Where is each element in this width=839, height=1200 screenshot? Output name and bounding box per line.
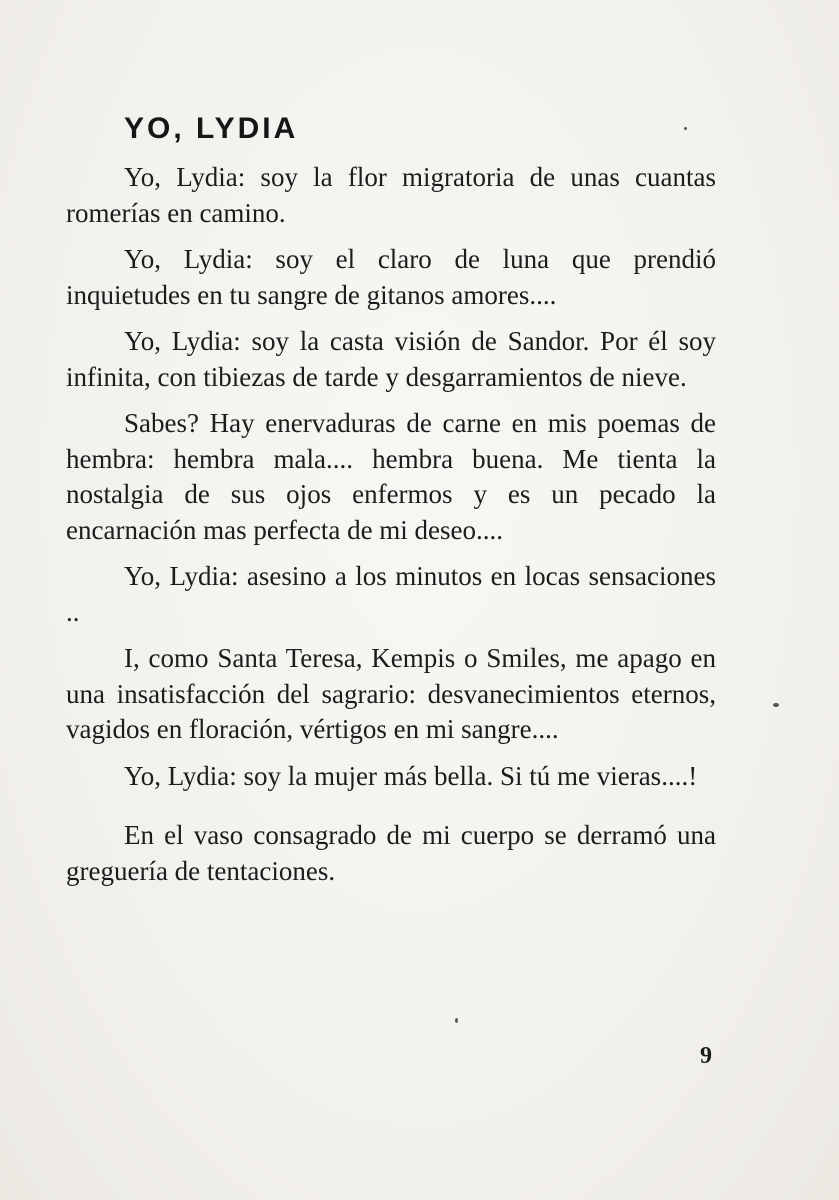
paragraph: Yo, Lydia: soy la mujer más bella. Si tú me vieras....! [124,760,698,791]
page-number: 9 [700,1043,712,1069]
print-speck [773,703,779,707]
paragraph: Yo, Lydia: soy la flor migratoria de unas cuantas romerías en camino. [66,162,716,228]
paragraph: Yo, Lydia: asesino a los minutos en locas sensaciones .. [66,561,716,627]
paragraph: Yo, Lydia: soy la casta visión de Sandor. Por él soy infinita, con tibiezas de tarde y desgarramientos de nieve. [66,326,716,392]
print-speck [455,1018,458,1023]
paragraph: En el vaso consagrado de mi cuerpo se derramó una greguería de tentaciones. [66,820,716,886]
body-text [66,160,716,900]
paragraph: Sabes? Hay enervaduras de carne en mis poemas de hembra: hembra mala.... hembra buena. Me tienta la nostalgia de sus ojos enfermos y es un pecado la encarnación mas perfecta de mi deseo.... [66,408,716,545]
paragraph: Yo, Lydia: soy el claro de luna que prendió inquietudes en tu sangre de gitanos amores.... [66,244,716,310]
paragraph: I, como Santa Teresa, Kempis o Smiles, me apago en una insatisfacción del sagrario: desvanecimientos eternos, vagidos en floración, vértigos en mi sangre.... [66,643,716,744]
page-title: YO, LYDIA [124,112,299,145]
print-speck [684,127,687,130]
